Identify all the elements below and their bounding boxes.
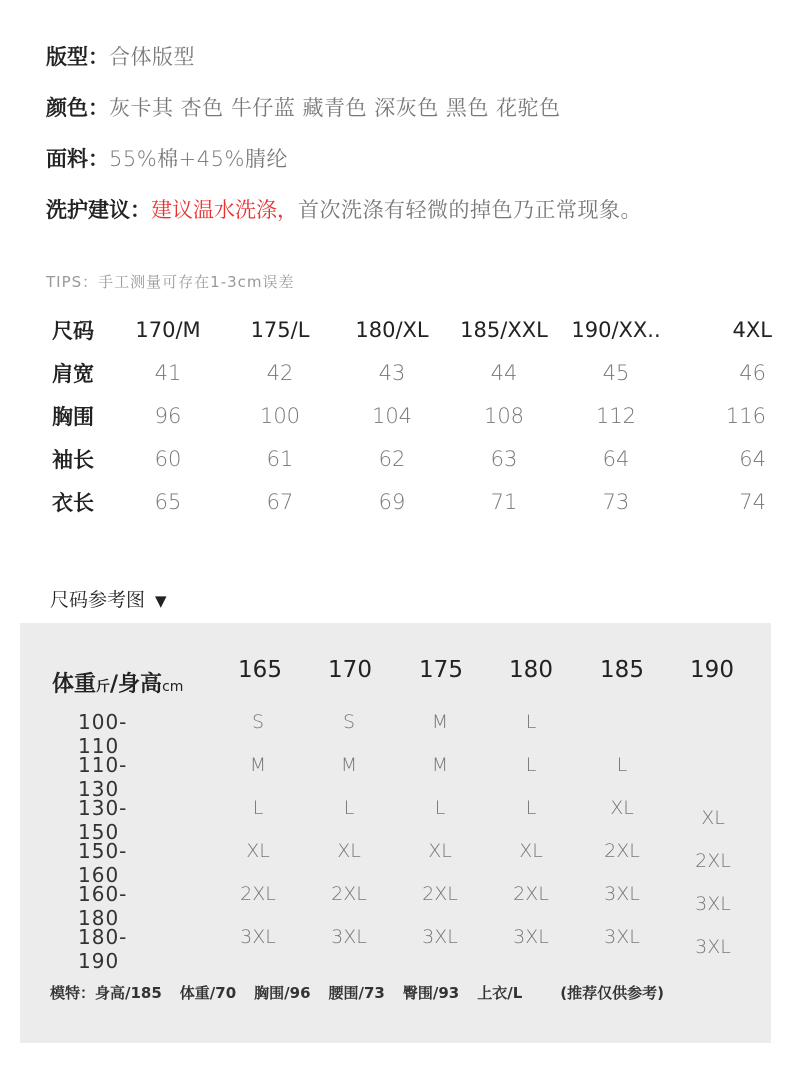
size-table-header [52, 308, 772, 351]
reference-header-label [52, 667, 183, 698]
table-row [52, 394, 772, 437]
model-top: 上衣/L [477, 984, 523, 1002]
size-cell: L [525, 797, 537, 819]
size-header: 170/M [135, 317, 201, 342]
height-header-cell: 170 [328, 657, 372, 683]
size-header: 185/XXL [460, 317, 548, 342]
model-hip: 臀围/93 [402, 984, 460, 1002]
table-cell: 45 [602, 360, 630, 385]
size-header: 190/XX.. [571, 317, 661, 342]
size-cell: L [616, 754, 628, 776]
size-cell: 3XL [695, 936, 731, 958]
table-cell: 61 [266, 446, 294, 471]
table-cell: 65 [154, 489, 182, 514]
size-cell: 3XL [604, 883, 640, 905]
weight-unit: 斤 [96, 679, 111, 695]
size-cell: 3XL [240, 926, 276, 948]
size-cell: XL [428, 840, 452, 862]
table-cell: 63 [490, 446, 518, 471]
size-cell: 2XL [422, 883, 458, 905]
table-cell: 74 [739, 489, 766, 514]
model-height: 模特：身高/185 [50, 984, 162, 1002]
height-unit: cm [162, 679, 184, 695]
tips-note: TIPS：手工测量可存在1-3cm误差 [46, 273, 295, 291]
table-row [52, 480, 772, 523]
triangle-down-icon: ▼ [155, 592, 167, 610]
row-label: 胸围 [52, 404, 94, 429]
size-cell: 3XL [695, 893, 731, 915]
table-cell: 69 [378, 489, 406, 514]
size-header: 180/XL [355, 317, 429, 342]
table-cell: 100 [259, 403, 301, 428]
size-cell: L [252, 797, 264, 819]
height-header-cell: 165 [238, 657, 282, 683]
size-cell: 2XL [240, 883, 276, 905]
table-cell: 64 [739, 446, 766, 471]
model-chest: 胸围/96 [254, 984, 311, 1002]
size-header-label: 尺码 [52, 318, 94, 343]
size-cell: XL [610, 797, 634, 819]
model-info [50, 982, 682, 1003]
reference-title [50, 585, 167, 612]
table-cell: 104 [371, 403, 413, 428]
care-row [46, 195, 642, 225]
size-cell: M [431, 711, 449, 733]
table-cell: 43 [378, 360, 406, 385]
table-cell: 67 [266, 489, 294, 514]
size-table [52, 308, 772, 523]
size-cell: 2XL [604, 840, 640, 862]
height-header-cell: 185 [600, 657, 644, 683]
table-cell: 64 [602, 446, 630, 471]
table-cell: 60 [154, 446, 182, 471]
fabric-label: 面料： [46, 147, 109, 171]
color-label: 颜色： [46, 96, 109, 120]
row-label: 袖长 [52, 447, 94, 472]
height-header-cell: 175 [419, 657, 463, 683]
table-cell: 96 [154, 403, 182, 428]
table-cell: 108 [483, 403, 525, 428]
weight-range: 160-180 [78, 882, 128, 930]
size-cell: XL [337, 840, 361, 862]
size-cell: M [340, 754, 358, 776]
size-header: 4XL [732, 317, 772, 342]
height-header-cell: 190 [690, 657, 734, 683]
height-header: /身高 [110, 672, 163, 697]
size-cell: 3XL [331, 926, 367, 948]
color-value: 灰卡其 杏色 牛仔蓝 藏青色 深灰色 黑色 花驼色 [109, 96, 561, 120]
weight-range: 180-190 [78, 925, 128, 973]
reference-title-text: 尺码参考图 [50, 589, 146, 611]
table-cell: 62 [378, 446, 406, 471]
table-cell: 42 [266, 360, 294, 385]
fit-value: 合体版型 [109, 45, 195, 69]
model-weight: 体重/70 [179, 984, 237, 1002]
size-cell: XL [519, 840, 543, 862]
model-note: (推荐仅供参考) [560, 984, 664, 1002]
size-cell: 2XL [695, 850, 731, 872]
fabric-value: 55%棉+45%腈纶 [109, 147, 288, 171]
table-cell: 41 [154, 360, 182, 385]
size-cell: 2XL [331, 883, 367, 905]
care-value: 首次洗涤有轻微的掉色乃正常现象。 [298, 198, 642, 222]
table-cell: 73 [602, 489, 630, 514]
size-reference-panel [20, 623, 771, 1043]
table-cell: 44 [490, 360, 518, 385]
size-cell: L [525, 754, 537, 776]
size-cell: L [343, 797, 355, 819]
size-cell: S [342, 711, 356, 733]
size-cell: M [431, 754, 449, 776]
weight-range: 130-150 [78, 796, 128, 844]
size-cell: 3XL [513, 926, 549, 948]
size-cell: M [249, 754, 267, 776]
row-label: 肩宽 [52, 361, 94, 386]
table-cell: 116 [725, 403, 766, 428]
row-label: 衣长 [52, 490, 94, 515]
size-cell: 3XL [604, 926, 640, 948]
size-cell: XL [246, 840, 270, 862]
size-cell: 2XL [513, 883, 549, 905]
care-highlight: 建议温水洗涤， [151, 198, 298, 222]
weight-range: 150-160 [78, 839, 128, 887]
size-header: 175/L [250, 317, 310, 342]
table-cell: 112 [595, 403, 637, 428]
table-row [52, 437, 772, 480]
fit-row [46, 42, 195, 72]
size-cell: 3XL [422, 926, 458, 948]
size-cell: XL [701, 807, 725, 829]
table-cell: 46 [739, 360, 766, 385]
color-row [46, 93, 561, 123]
size-cell: L [434, 797, 446, 819]
height-header-cell: 180 [509, 657, 553, 683]
size-cell: L [525, 711, 537, 733]
weight-range: 100-110 [78, 710, 128, 758]
weight-header: 体重 [52, 672, 97, 697]
model-waist: 腰围/73 [328, 984, 385, 1002]
weight-range: 110-130 [78, 753, 128, 801]
fabric-row [46, 144, 288, 174]
care-label: 洗护建议： [46, 198, 151, 222]
table-cell: 71 [490, 489, 518, 514]
size-cell: S [251, 711, 265, 733]
table-row [52, 351, 772, 394]
fit-label: 版型： [46, 45, 109, 69]
